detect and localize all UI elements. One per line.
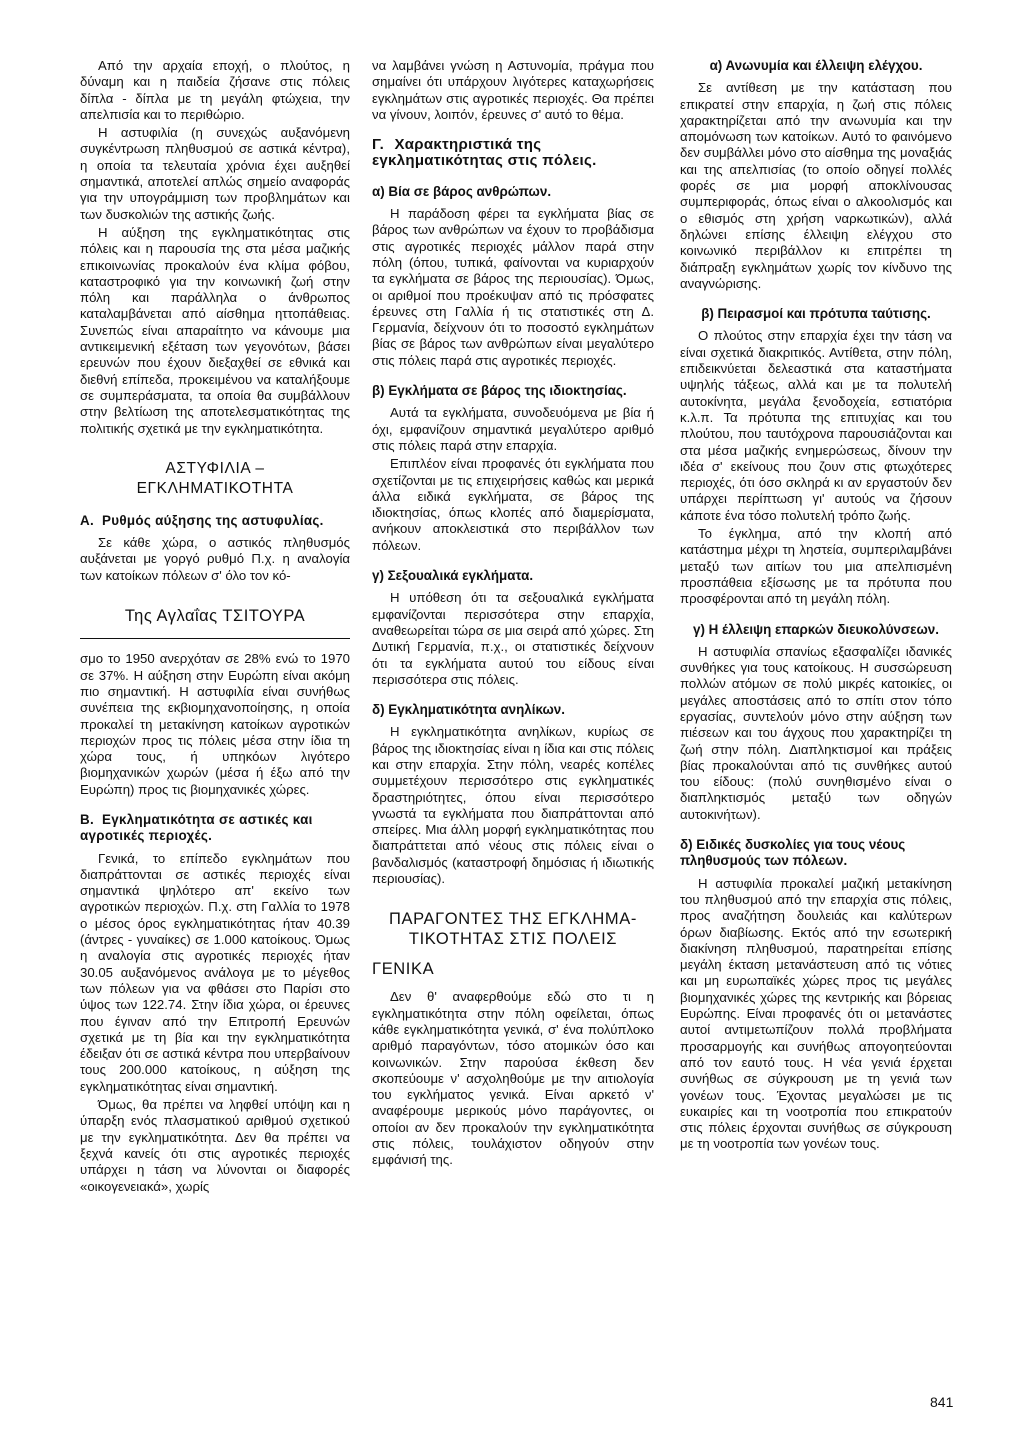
paragraph: Η αστυφιλία σπανίως εξασφαλίζει ιδανικές συνθήκες για τους κατοίκους. Η συσσώρευση πολλών ατόμων σε πολύ μικρές κατοικίες, οι μεγάλες αποστάσεις από το σπίτι στον τόπο εργασίας, συντελούν μόνο στην αύξηση των πιέσεων και του άγχους που χαρακτηρίζει τη ζωή στην πόλη. Διαπληκτισμοί και πράξεις βίας προκαλούνται από τις συνθήκες αυτού του είδους: (πολύ συνηθισμένο είναι ο διαπληκτισμός μεταξύ των οδηγών αυτοκινήτων). [680,643,952,822]
paragraph: Η αστυφιλία προκαλεί μαζική μετακίνηση του πληθυσμού από την επαρχία στις πόλεις, προς αναζήτηση δουλειάς και καλύτερων όρων διαβίωσης. Εκτός από την εσωτερική διακίνηση πληθυσμού, παρατηρείται επίσης μεγάλη έκταση μετανάστευση από τις νότιες και μη ευρωπαϊκές χώρες προς τις μεγάλες βιομηχανικές χώρες της κεντρικής και βόρειας Ευρώπης. Είναι προφανές ότι οι μετανάστες αυτοί αντιμετωπίζουν πολλά προβλήματα προσαρμογής και συνήθως απογοητεύονται από τον εαυτό τους. Η νέα γενιά έρχεται συνήθως σε σύγκρουση με τη γενιά των γονέων τους. Έχοντας μεγαλώσει με τις ευκαιρίες και τη νοοτροπία που επικρατούν στις πόλεις έρχονται συνήθως σε σύγκρουση με τη νοοτροπία των γονέων τους. [680,875,952,1152]
subheading: δ) Εγκληματικότητα ανηλίκων. [372,702,565,718]
paragraph: Η εγκληματικότητα ανηλίκων, κυρίως σε βάρος της ιδιοκτησίας είναι η ίδια και στις πόλεις και στην επαρχία. Στην πόλη, νεαρές κοπέλες συμμετέχουν περισσότερο στις εγκληματικές δραστηριότητες, όπου είναι περισσότερο γνωστά τα εγκλήματα που διαπράττονται από σπείρες. Μια άλλη μορφή εγκληματικότητας που διαπράττεται από νέους στις πόλεις είναι ο βανδαλισμός (καταστροφή δημόσιας ή ιδιωτικής περιουσίας). [372,724,654,887]
column-middle [372,58,654,1171]
paragraph: Το έγκλημα, από την κλοπή από κατάστημα μέχρι τη ληστεία, συμπεριλαμβάνει μεταξύ των αιτίων του μια απελπισμένη προσπάθεια εξίσωσης με τα πρότυπα που προσφέρονται από τη μεγάλη πόλη. [680,526,952,607]
subheading: δ) Ειδικές δυσκολίες για τους νέους πληθυσμούς των πόλεων. [680,837,906,869]
paragraph: Σε κάθε χώρα, ο αστικός πληθυσμός αυξάνεται με γοργό ρυθμό Π.χ. η αναλογία των κατοίκων πόλεων σ' όλο τον κό- [80,535,350,583]
paragraph: Η αύξηση της εγκληματικότητας στις πόλεις και η παρουσία της στα μέσα μαζικής επικοινωνίας προκαλούν ένα κλίμα φόβου, καταστροφικό για την κοινωνική ζωή στην πόλη και παράλληλα ο άνθρωπος καταλαμβάνεται από αίσθημα ηττοπάθειας. Συνεπώς είναι απαραίτητο να κάνουμε μια αντικειμενική εξέταση των γεγονότων, βάσει ερευνών που έχουν διεξαχθεί σε εθνικά και διεθνή επίπεδα, προκειμένου να καταλήξουμε σε συμπεράσματα, τα οποία θα συμβάλλουν στην βελτίωση της αποτελεσματικότητας της πολιτικής σχετικά με την εγκληματικότητα. [80,224,350,436]
section-title: ΠΑΡΑΓΟΝΤΕΣ ΤΗΣ ΕΓΚΛΗΜΑ- ΤΙΚΟΤΗΤΑΣ ΣΤΙΣ ΠΟΛΕΙΣ [389,910,637,949]
section-heading-g: Γ. Χαρακτηριστικά της εγκληματικότητας στις πόλεις. [372,136,597,170]
paragraph: Σε αντίθεση με την κατάσταση που επικρατεί στην επαρχία, η ζωή στις πόλεις χαρακτηρίζεται από την ανωνυμία και την απομόνωση των κατοίκων. Αυτό το φαινόμενο δεν συμβάλλει μόνο στο αίσθημα της μοναξιάς και της απελπισίας (το οποίο οδηγεί πολλές φορές σε μια μορφή αποκλίνουσας συμπεριφοράς, όπως είναι ο αλκοολισμός και ο εθισμός στη χρήση ναρκωτικών), αλλά δηλώνει επίσης έλλειψη ελέγχου στο κοινωνικό περιβάλλον κι επιτρέπει τη διάπραξη εγκλημάτων χωρίς τον κίνδυνο της αναγνώρισης. [680,80,952,291]
paragraph: σμο το 1950 ανερχόταν σε 28% ενώ το 1970 σε 37%. Η αύξηση στην Ευρώπη είναι ακόμη πιο σημαντική. Η αστυφιλία είναι συνήθως συνέπεια της εκβιομηχανοποίησης, η οποία προκαλεί τη μετακίνηση κατοίκων αγροτικών περιοχών προς τις πόλεις μέσα στην ίδια τη χώρα τους, ή υπηκόων λιγότερο βιομηχανικών χωρών (μέσα ή έξω από την Ευρώπη) προς τις βιομηχανικές χώρες. [80,651,350,797]
subheading: β) Πειρασμοί και πρότυπα ταύτισης. [701,306,931,322]
paragraph: Η παράδοση φέρει τα εγκλήματα βίας σε βάρος των ανθρώπων να έχουν το προβάδισμα στις αγροτικές περιοχές μάλλον παρά στην πόλη (όπου, τυπικά, φαίνονται να κυριαρχούν τα εγκλήματα σε βάρος της περιουσίας). Όμως, οι αριθμοί που προέκυψαν από τις πρόσφατες έρευνες στη Γαλλία ή τις στατιστικές στη Δ. Γερμανία, δείχνουν ότι το ποσοστό εγκλημάτων βίας σε βάρος των ανθρώπων είναι μεγαλύτερο στις πόλεις παρά στις αγροτικές περιοχές. [372,206,654,368]
paragraph: Γενικά, το επίπεδο εγκλημάτων που διαπράττονται σε αστικές περιοχές είναι σημαντικά ψηλότερο απ' εκείνο των αγροτικών περιοχών. Π.χ. στη Γαλλία το 1978 ο μέσος όρος εγκληματικότητας ήταν 40.39 (άντρες - γυναίκες) σε 1.000 κατοίκους. Όμως η αναλογία στις αγροτικές περιοχές ήταν 30.05 αυξανόμενος ανάλογα με το μέγεθος των πόλεων για να φθάσει στο Παρίσι στο ύψος των 122.74. Στην ίδια χώρα, οι έρευνες που έγιναν από την Επιτροπή Ερευνών σχετικά με τη βία και την εγκληματικότητα έδειξαν ότι σε αστικά κέντρα που υπερβαίνουν τους 200.000 κατοίκους, η αύξηση της εγκληματικότητας είναι σημαντική. [80,850,350,1094]
divider [80,638,350,639]
column-left [80,58,350,1197]
subheading: α) Βία σε βάρος ανθρώπων. [372,183,552,199]
section-title-general: ΓΕΝΙΚΑ [372,960,435,979]
author-byline: Της Αγλαΐας ΤΣΙΤΟΥΡΑ [124,607,306,626]
paragraph: Όμως, θα πρέπει να ληφθεί υπόψη και η ύπαρξη ενός πλασματικού αριθμού σχετικού με την εγκληματικότητα. Δεν θα πρέπει να ξεχνά κανείς ότι στις αγροτικές περιοχές υπάρχει η τάση να λύνονται οι διαφορές «οικογενειακά», χωρίς [80,1097,350,1194]
section-heading-b: Β. Εγκληματικότητα σε αστικές και αγροτικές περιοχές. [80,811,313,844]
subheading: γ) Σεξουαλικά εγκλήματα. [372,568,534,584]
page-number: 841 [930,1394,954,1410]
paragraph: Η αστυφιλία (η συνεχώς αυξανόμενη συγκέντρωση πληθυσμού σε αστικά κέντρα), η οποία τα τελευταία χρόνια έχει αυξηθεί σημαντικά, αποτελεί απλώς σημείο αναφοράς για την υπογράμμιση των προβλημάτων και των δυσκολιών της αστικής ζωής. [80,125,350,222]
paragraph: Αυτά τα εγκλήματα, συνοδευόμενα με βία ή όχι, εμφανίζουν σημαντικά μεγαλύτερο αριθμό στις πόλεις παρά στην επαρχία. [372,405,654,453]
paragraph: Η υπόθεση ότι τα σεξουαλικά εγκλήματα εμφανίζονται περισσότερα στην επαρχία, αναθεωρείται τώρα σε μια σειρά από χώρες. Στη Δυτική Γερμανία, π.χ., οι στατιστικές δείχνουν ότι τα εγκλήματα αυτού του είδους είναι περισσότερα στις πόλεις. [372,590,654,687]
section-heading-a: Α. Ρυθμός αύξησης της αστυφυλίας. [80,512,324,528]
subheading: γ) Η έλλειψη επαρκών διευκολύνσεων. [693,621,939,637]
paragraph: Δεν θ' αναφερθούμε εδώ στο τι η εγκληματικότητα στην πόλη οφείλεται, όπως κάθε εγκληματικότητα γενικά, σ' ένα πολύπλοκο αριθμό παραγόντων, τόσο ατομικών όσο και κοινωνικών. Στην παρούσα έκθεση δεν σκοπεύουμε ν' ασχοληθούμε με την αιτιολογία του εγκλήματος γενικά. Είναι αρκετό ν' αναφέρουμε μερικούς μόνο παράγοντες, οι οποίοι αν δεν προκαλούν την εγκληματικότητα στις πόλεις, τουλάχιστον οδηγούν στην εμφάνισή της. [372,989,654,1168]
column-right [680,58,952,1155]
subheading: β) Εγκλήματα σε βάρος της ιδιοκτησίας. [372,383,627,399]
paragraph: Επιπλέον είναι προφανές ότι εγκλήματα που σχετίζονται με τις επιχειρήσεις καθώς και μερικά άλλα ειδικά εγκλήματα, σε βάρος της ιδιοκτησίας, όπως κλοπές από διαμερίσματα, ανήκουν αποκλειστικά στο περιβάλλον των πόλεων. [372,456,654,553]
paragraph: Από την αρχαία εποχή, ο πλούτος, η δύναμη και η παιδεία ζήσανε στις πόλεις δίπλα - δίπλα με τη μεγάλη φτώχεια, την απελπισία και το περιθώριο. [80,58,350,122]
article-title: ΑΣΤΥΦΙΛΙΑ – ΕΓΚΛΗΜΑΤΙΚΟΤΗΤΑ [136,459,294,497]
paragraph: Ο πλούτος στην επαρχία έχει την τάση να είναι σχετικά διακριτικός. Αντίθετα, στην πόλη, επιδεικνύεται δελεαστικά στα καταστήματα υψηλής τάξεως, αλλά και με τα πολυτελή αυτοκίνητα, μεγάλα ξενοδοχεία, εστιατόρια κ.λ.π. Τα πρότυπα της επιτυχίας και του πλούτου, που ταυτόχρονα παρουσιάζονται και στα μέσα μαζικής ενημερώσεως, δίνουν την ιδέα σ' εκείνους που ζουν στις φτωχότερες περιοχές, ότι όσο σκληρά κι αν εργαστούν δεν υπάρχει περίπτωση γι' αυτούς να ζήσουν κάποτε ένα τόσο πολυτελή τρόπο ζωής. [680,328,952,523]
subheading: α) Ανωνυμία και έλλειψη ελέγχου. [709,58,923,73]
paragraph: να λαμβάνει γνώση η Αστυνομία, πράγμα που σημαίνει ότι υπάρχουν λιγότερες καταχωρήσεις εγκλημάτων στις αγροτικές περιοχές. Θα πρέπει να γίνουν, λοιπόν, έρευνες σ' αυτό το θέμα. [372,58,654,122]
